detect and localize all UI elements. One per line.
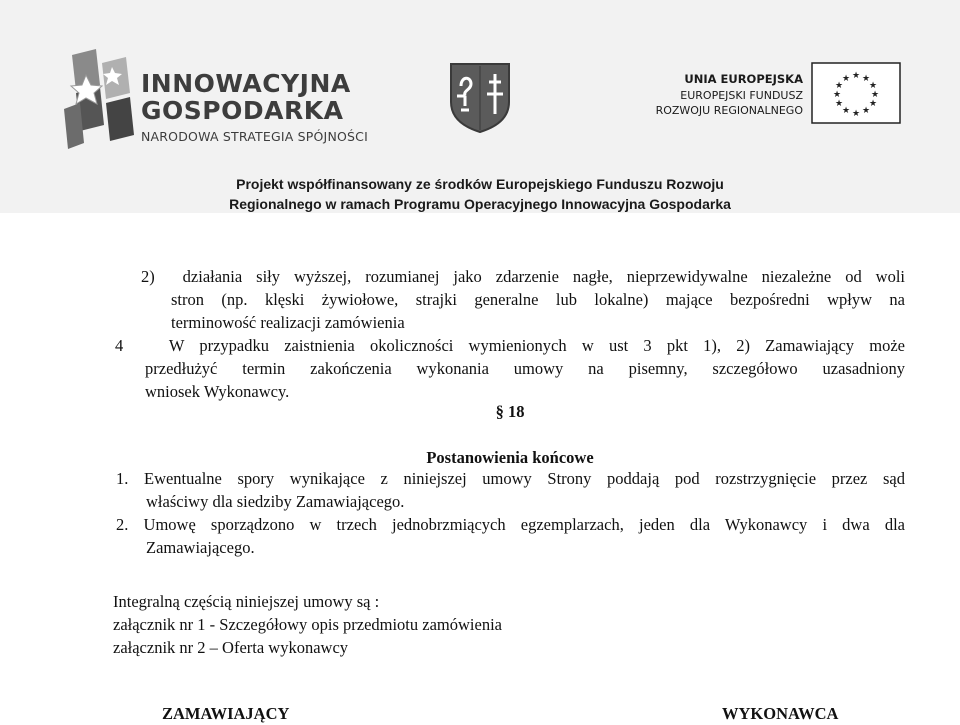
signature-contractor: WYKONAWCA — [722, 704, 839, 723]
svg-text:★: ★ — [851, 71, 861, 81]
svg-text:★: ★ — [834, 81, 844, 91]
svg-text:★: ★ — [868, 99, 878, 109]
item-2-line-2: stron (np. klęski żywiołowe, strajki generalne lub lokalne) mające bezpośredni wpływ na — [171, 290, 905, 309]
eu-line-3: ROZWOJU REGIONALNEGO — [655, 104, 803, 117]
innowacyjna-gospodarka-wordmark — [141, 70, 368, 146]
document-header — [0, 0, 960, 213]
svg-text:★: ★ — [841, 106, 851, 116]
attachment-1: załącznik nr 1 - Szczegółowy opis przedmiotu zamówienia — [113, 615, 502, 634]
item-2-line-1: 2) działania siły wyższej, rozumianej jako zdarzenie nagłe, nieprzewidywalne niezależne od woli — [141, 267, 905, 286]
project-cofinancing-note — [0, 174, 960, 214]
logo-line-3: NARODOWA STRATEGIA SPÓJNOŚCI — [141, 129, 368, 144]
paragraph-4-line-1: 4 W przypadku zaistnienia okoliczności wymienionych w ust 3 pkt 1), 2) Zamawiający może — [115, 336, 905, 355]
eu-flag-icon — [811, 62, 901, 124]
eu-fund-text — [620, 72, 803, 119]
section-title: Postanowienia końcowe — [426, 448, 594, 467]
signature-ordering-party: ZAMAWIAJĄCY — [162, 704, 290, 723]
eu-line-2: EUROPEJSKI FUNDUSZ — [680, 88, 803, 102]
eu-line-1: UNIA EUROPEJSKA — [684, 72, 803, 86]
attachment-2: załącznik nr 2 – Oferta wykonawcy — [113, 638, 349, 657]
logo-line-1: INNOWACYJNA — [141, 69, 351, 98]
item-2-line-3: terminowość realizacji zamówienia — [171, 313, 405, 332]
svg-text:★: ★ — [870, 90, 880, 100]
final-provision-2-line-2: Zamawiającego. — [146, 538, 255, 557]
section-number: § 18 — [495, 402, 525, 421]
project-line-2: Regionalnego w ramach Programu Operacyjnego Innowacyjna Gospodarka — [229, 196, 731, 212]
svg-text:★: ★ — [851, 109, 861, 119]
paragraph-4-line-2: przedłużyć termin zakończenia wykonania umowy na pisemny, szczegółowo uzasadniony — [145, 359, 905, 378]
svg-text:★: ★ — [861, 106, 871, 116]
paragraph-4-line-3: wniosek Wykonawcy. — [145, 382, 290, 401]
attachments-intro: Integralną częścią niniejszej umowy są : — [113, 592, 380, 611]
logo-symbol — [64, 49, 134, 149]
svg-text:★: ★ — [832, 90, 842, 100]
final-provision-2-line-1: 2. Umowę sporządzono w trzech jednobrzmiących egzemplarzach, jeden dla Wykonawcy i dwa dla — [116, 515, 905, 534]
svg-text:★: ★ — [841, 74, 851, 84]
logo-line-2: GOSPODARKA — [141, 96, 344, 125]
final-provision-1-line-1: 1. Ewentualne spory wynikające z niniejszej umowy Strony poddają pod rozstrzygnięcie przez sąd — [116, 469, 905, 488]
project-line-1: Projekt współfinansowany ze środków Europejskiego Funduszu Rozwoju — [236, 176, 724, 192]
coat-of-arms-icon — [449, 62, 511, 134]
final-provision-1-line-2: właściwy dla siedziby Zamawiającego. — [146, 492, 405, 511]
svg-text:★: ★ — [861, 74, 871, 84]
svg-text:★: ★ — [868, 81, 878, 91]
svg-text:★: ★ — [834, 99, 844, 109]
